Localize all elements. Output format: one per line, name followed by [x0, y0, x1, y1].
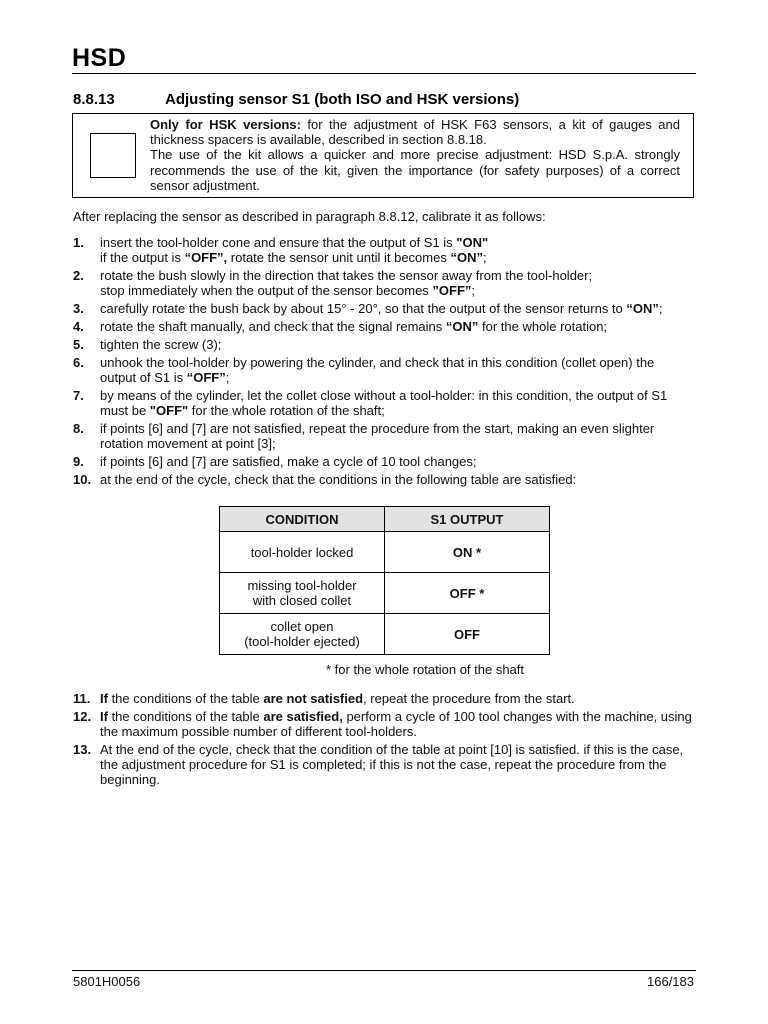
step-emphasis: “ON” [445, 319, 479, 334]
step-text [100, 709, 693, 739]
step-text-part: insert the tool-holder cone and ensure that the output of S1 is [100, 235, 457, 250]
condition-cell [220, 532, 385, 573]
document-code: 5801H0056 [73, 974, 141, 989]
section-title: Adjusting sensor S1 (both ISO and HSK versions) [165, 91, 520, 108]
step-text-part: rotate the bush slowly in the direction that takes the sensor away from the tool-holder; [100, 268, 593, 283]
step-text-part: for the whole rotation of the shaft; [188, 403, 385, 418]
step-number: 11. [73, 691, 91, 706]
procedure-steps [73, 235, 693, 490]
table-row [220, 614, 550, 655]
step-1 [73, 235, 693, 265]
step-emphasis: If [100, 691, 108, 706]
step-text-part: ; [658, 301, 663, 316]
step-number: 3. [73, 301, 84, 316]
table-row [220, 573, 550, 614]
step-number: 10. [73, 472, 92, 487]
output-cell: OFF * [385, 573, 550, 614]
step-number: 4. [73, 319, 84, 334]
step-text: if points [6] and [7] are not satisfied, repeat the procedure from the start, making an even slighter rotation movement at point [3]; [100, 421, 655, 451]
step-emphasis: "OFF" [149, 403, 189, 418]
step-text-part: the conditions of the table [107, 691, 264, 706]
note-text [150, 117, 680, 193]
note-text-2: The use of the kit allows a quicker and more precise adjustment: HSD S.p.A. strongly recommends the use of the kit, given the importance (for safety purposes) of a correct sensor adjustment. [150, 147, 680, 193]
condition-text: missing tool-holder [247, 578, 357, 593]
step-text-part: ; [482, 250, 487, 265]
step-emphasis: “ON” [450, 250, 483, 265]
condition-text: (tool-holder ejected) [244, 634, 360, 649]
condition-text: collet open [270, 619, 334, 634]
step-text [100, 235, 693, 265]
step-number: 6. [73, 355, 84, 370]
step-number: 2. [73, 268, 84, 283]
step-text: tighten the screw (3); [100, 337, 222, 352]
step-4 [73, 319, 693, 334]
step-3 [73, 301, 693, 316]
table-footnote: * for the whole rotation of the shaft [326, 662, 525, 677]
step-emphasis: “ON” [626, 301, 659, 316]
step-13 [73, 742, 693, 787]
step-text-part: the conditions of the table [107, 709, 264, 724]
step-text: at the end of the cycle, check that the conditions in the following table are satisfied: [100, 472, 577, 487]
column-header-output: S1 OUTPUT [385, 507, 550, 532]
conditions-table [219, 506, 550, 655]
step-text [100, 691, 693, 706]
output-cell: ON * [385, 532, 550, 573]
step-emphasis: are not satisfied [263, 691, 364, 706]
conditions-table-wrap [219, 506, 550, 655]
step-text-part: ; [225, 370, 230, 385]
step-text [100, 355, 693, 385]
step-emphasis: “OFF” [186, 370, 226, 385]
note-text-1: for the adjustment of HSK F63 sensors, a kit of gauges and thickness spacers is available, described in section 8.8.18. [150, 117, 680, 148]
hsd-logo: HSD [72, 44, 127, 72]
step-7 [73, 388, 693, 418]
note-icon [90, 133, 136, 178]
step-11 [73, 691, 693, 706]
step-text [100, 319, 693, 334]
section-number: 8.8.13 [73, 91, 115, 108]
condition-cell [220, 614, 385, 655]
hsk-note-box [72, 113, 694, 198]
step-text-part: perform a cycle of 100 tool changes with the machine, using the maximum possible number of different tool-holders. [100, 709, 692, 739]
step-emphasis: If [100, 709, 108, 724]
output-cell: OFF [385, 614, 550, 655]
table-row [220, 532, 550, 573]
step-10 [73, 472, 693, 487]
header-divider [72, 73, 696, 74]
step-emphasis: are satisfied, [263, 709, 343, 724]
step-text-part: rotate the sensor unit until it becomes [227, 250, 451, 265]
step-text-part: rotate the shaft manually, and check that the signal remains [100, 319, 446, 334]
step-number: 8. [73, 421, 84, 436]
condition-cell [220, 573, 385, 614]
step-8 [73, 421, 693, 451]
step-2 [73, 268, 693, 298]
step-text-part: for the whole rotation; [478, 319, 608, 334]
step-number: 7. [73, 388, 84, 403]
step-number: 1. [73, 235, 84, 250]
condition-text: tool-holder locked [250, 544, 354, 560]
step-9 [73, 454, 693, 469]
section-heading [73, 91, 519, 108]
note-lead: Only for HSK versions: [150, 117, 301, 132]
step-text [100, 301, 693, 316]
step-emphasis: "ON" [456, 235, 489, 250]
step-text-part: by means of the cylinder, let the collet close without a tool-holder: in this condition, the output of S1 must be [100, 388, 668, 418]
step-text [100, 388, 693, 418]
table-header-row [220, 507, 550, 532]
step-5 [73, 337, 693, 352]
step-number: 9. [73, 454, 84, 469]
step-text-part: , repeat the procedure from the start. [363, 691, 575, 706]
step-text: if points [6] and [7] are satisfied, make a cycle of 10 tool changes; [100, 454, 477, 469]
step-number: 12. [73, 709, 92, 724]
page-number: 166/183 [647, 974, 694, 989]
step-text-part: carefully rotate the bush back by about 15° - 20°, so that the output of the sensor returns to [100, 301, 627, 316]
step-text-part: ; [471, 283, 476, 298]
step-emphasis: ”OFF” [432, 283, 472, 298]
intro-text: After replacing the sensor as described in paragraph 8.8.12, calibrate it as follows: [73, 209, 546, 224]
step-text-part: unhook the tool-holder by powering the cylinder, and check that in this condition (collet open) the output of S1 is [100, 355, 655, 385]
column-header-condition: CONDITION [220, 507, 385, 532]
step-12 [73, 709, 693, 739]
step-text: At the end of the cycle, check that the condition of the table at point [10] is satisfied. if this is the case, the adjustment procedure for S1 is completed; if this is not the case, repeat the procedure from the beginning. [100, 742, 684, 787]
step-number: 5. [73, 337, 84, 352]
footer-divider [72, 970, 696, 971]
step-text [100, 268, 693, 298]
step-text-part: stop immediately when the output of the sensor becomes [100, 283, 433, 298]
step-emphasis: “OFF”, [184, 250, 228, 265]
condition-text: with closed collet [252, 593, 352, 608]
step-text-part: if the output is [100, 250, 185, 265]
step-number: 13. [73, 742, 92, 757]
procedure-steps-continued [73, 691, 693, 790]
step-6 [73, 355, 693, 385]
